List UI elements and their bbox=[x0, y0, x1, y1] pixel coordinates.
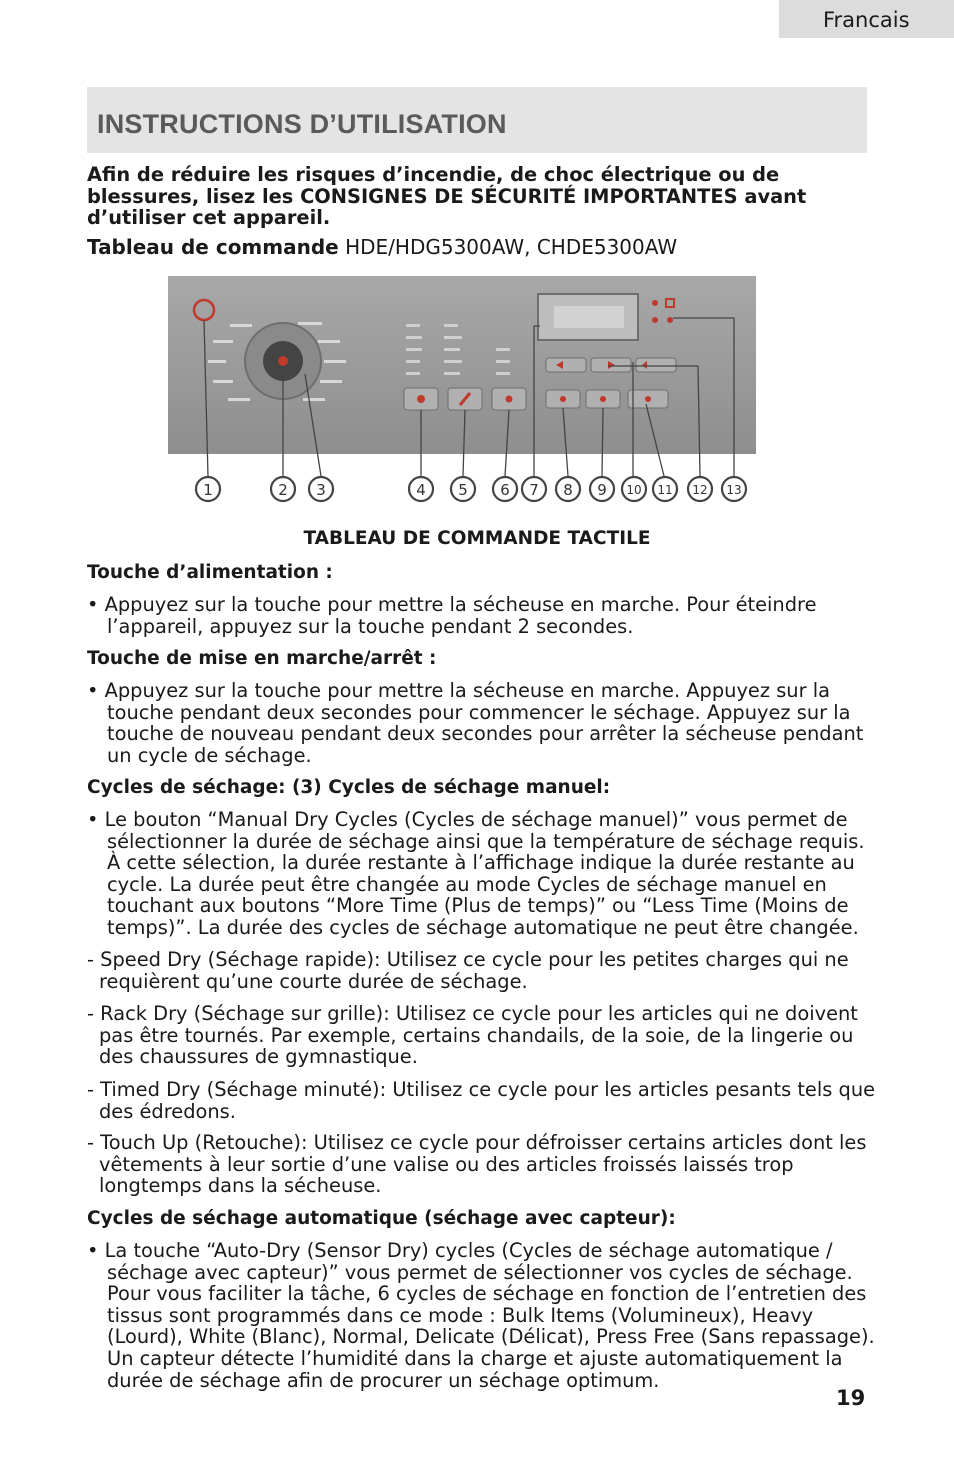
callout-7: 7 bbox=[529, 481, 539, 499]
bullet-power-key: • Appuyez sur la touche pour mettre la sécheuse en marche. Pour éteindre l’appareil, appuyez sur la touche pendant 2 secondes. bbox=[87, 593, 817, 638]
warning-text-1: Afin de réduire les risques d’incendie, de choc électrique ou de blessures, lisez les bbox=[87, 163, 780, 208]
figure-caption: TABLEAU DE COMMANDE TACTILE bbox=[303, 528, 651, 549]
dash-rack-dry: - Rack Dry (Séchage sur grille): Utilisez ce cycle pour les articles qui ne doivent pas être tournés. Par exemple, certains chandails, de la soie, de la lingerie ou des chaussures de gymnastique. bbox=[87, 1002, 858, 1069]
callout-13: 13 bbox=[726, 483, 742, 497]
dash-speed-dry: - Speed Dry (Séchage rapide): Utilisez ce cycle pour les petites charges qui ne requièrent qu’une courte durée de séchage. bbox=[87, 948, 849, 993]
callout-10: 10 bbox=[626, 483, 642, 497]
callout-4: 4 bbox=[416, 481, 426, 499]
callout-1: 1 bbox=[203, 481, 213, 499]
dash-touch-up: - Touch Up (Retouche): Utilisez ce cycle pour défroisser certains articles dont les vêtements à leur sortie d’une valise ou des articles froissés laissés trop longtemps dans la sécheuse. bbox=[87, 1131, 867, 1198]
heading-power-key: Touche d’alimentation : bbox=[87, 562, 333, 583]
section-title-bar bbox=[87, 87, 867, 153]
callout-6: 6 bbox=[500, 481, 510, 499]
callout-8: 8 bbox=[563, 481, 573, 499]
callout-11: 11 bbox=[657, 483, 673, 497]
panel-title-label: Tableau de commande bbox=[87, 235, 339, 259]
panel-title-models: HDE/HDG5300AW, CHDE5300AW bbox=[338, 235, 678, 259]
bullet-start-stop: • Appuyez sur la touche pour mettre la sécheuse en marche. Appuyez sur la touche pendant deux secondes pour commencer le séchage. Appuyez sur la touche de nouveau pendant deux secondes pour arrêter la sécheuse pendant un cycle de séchage. bbox=[87, 679, 864, 767]
panel-title bbox=[87, 237, 872, 259]
page-number: 19 bbox=[836, 1386, 866, 1410]
section-title: INSTRUCTIONS D’UTILISATION bbox=[97, 109, 507, 139]
callout-5: 5 bbox=[458, 481, 468, 499]
heading-auto-cycles: Cycles de séchage automatique (séchage avec capteur): bbox=[87, 1208, 676, 1229]
heading-manual-cycles: Cycles de séchage: (3) Cycles de séchage manuel: bbox=[87, 777, 611, 798]
warning-text-3: avant d’utiliser cet appareil. bbox=[87, 184, 807, 229]
bullet-manual-cycles: • Le bouton “Manual Dry Cycles (Cycles de séchage manuel)” vous permet de sélectionner la durée de séchage ainsi que la température de séchage requis. À cette sélection, la durée restante à l’affichage indique la durée restante au cycle. La durée peut être changée au mode Cycles de séchage manuel en touchant aux boutons “More Time (Plus de temps)” ou “Less Time (Moins de temps)”. La durée des cycles de séchage automatique ne peut être changée. bbox=[87, 808, 865, 939]
callout-9: 9 bbox=[597, 481, 607, 499]
callout-12: 12 bbox=[692, 483, 708, 497]
warning-text-2: CONSIGNES DE SÉCURITÉ IMPORTANTES bbox=[300, 184, 738, 208]
heading-start-stop: Touche de mise en marche/arrêt : bbox=[87, 648, 437, 669]
dash-timed-dry: - Timed Dry (Séchage minuté): Utilisez ce cycle pour les articles pesants tels que des édredons. bbox=[87, 1078, 876, 1123]
safety-warning bbox=[87, 164, 872, 229]
callout-3: 3 bbox=[316, 481, 326, 499]
control-panel-figure bbox=[168, 274, 756, 514]
callout-2: 2 bbox=[278, 481, 288, 499]
language-tab: Francais bbox=[779, 0, 954, 38]
option-buttons bbox=[404, 388, 526, 410]
bullet-auto-cycles: • La touche “Auto-Dry (Sensor Dry) cycles (Cycles de séchage automatique / séchage avec capteur)” vous permet de sélectionner vos cycles de séchage. Pour vous faciliter la tâche, 6 cycles de séchage en fonction de l’entretien des tissus sont programmés dans ce mode : Bulk Items (Volumineux), Heavy (Lourd), White (Blanc), Normal, Delicate (Délicat), Press Free (Sans repassage). Un capteur détecte l’humidité dans la charge et ajuste automatiquement la durée de séchage afin de procurer un séchage optimum. bbox=[87, 1239, 875, 1392]
